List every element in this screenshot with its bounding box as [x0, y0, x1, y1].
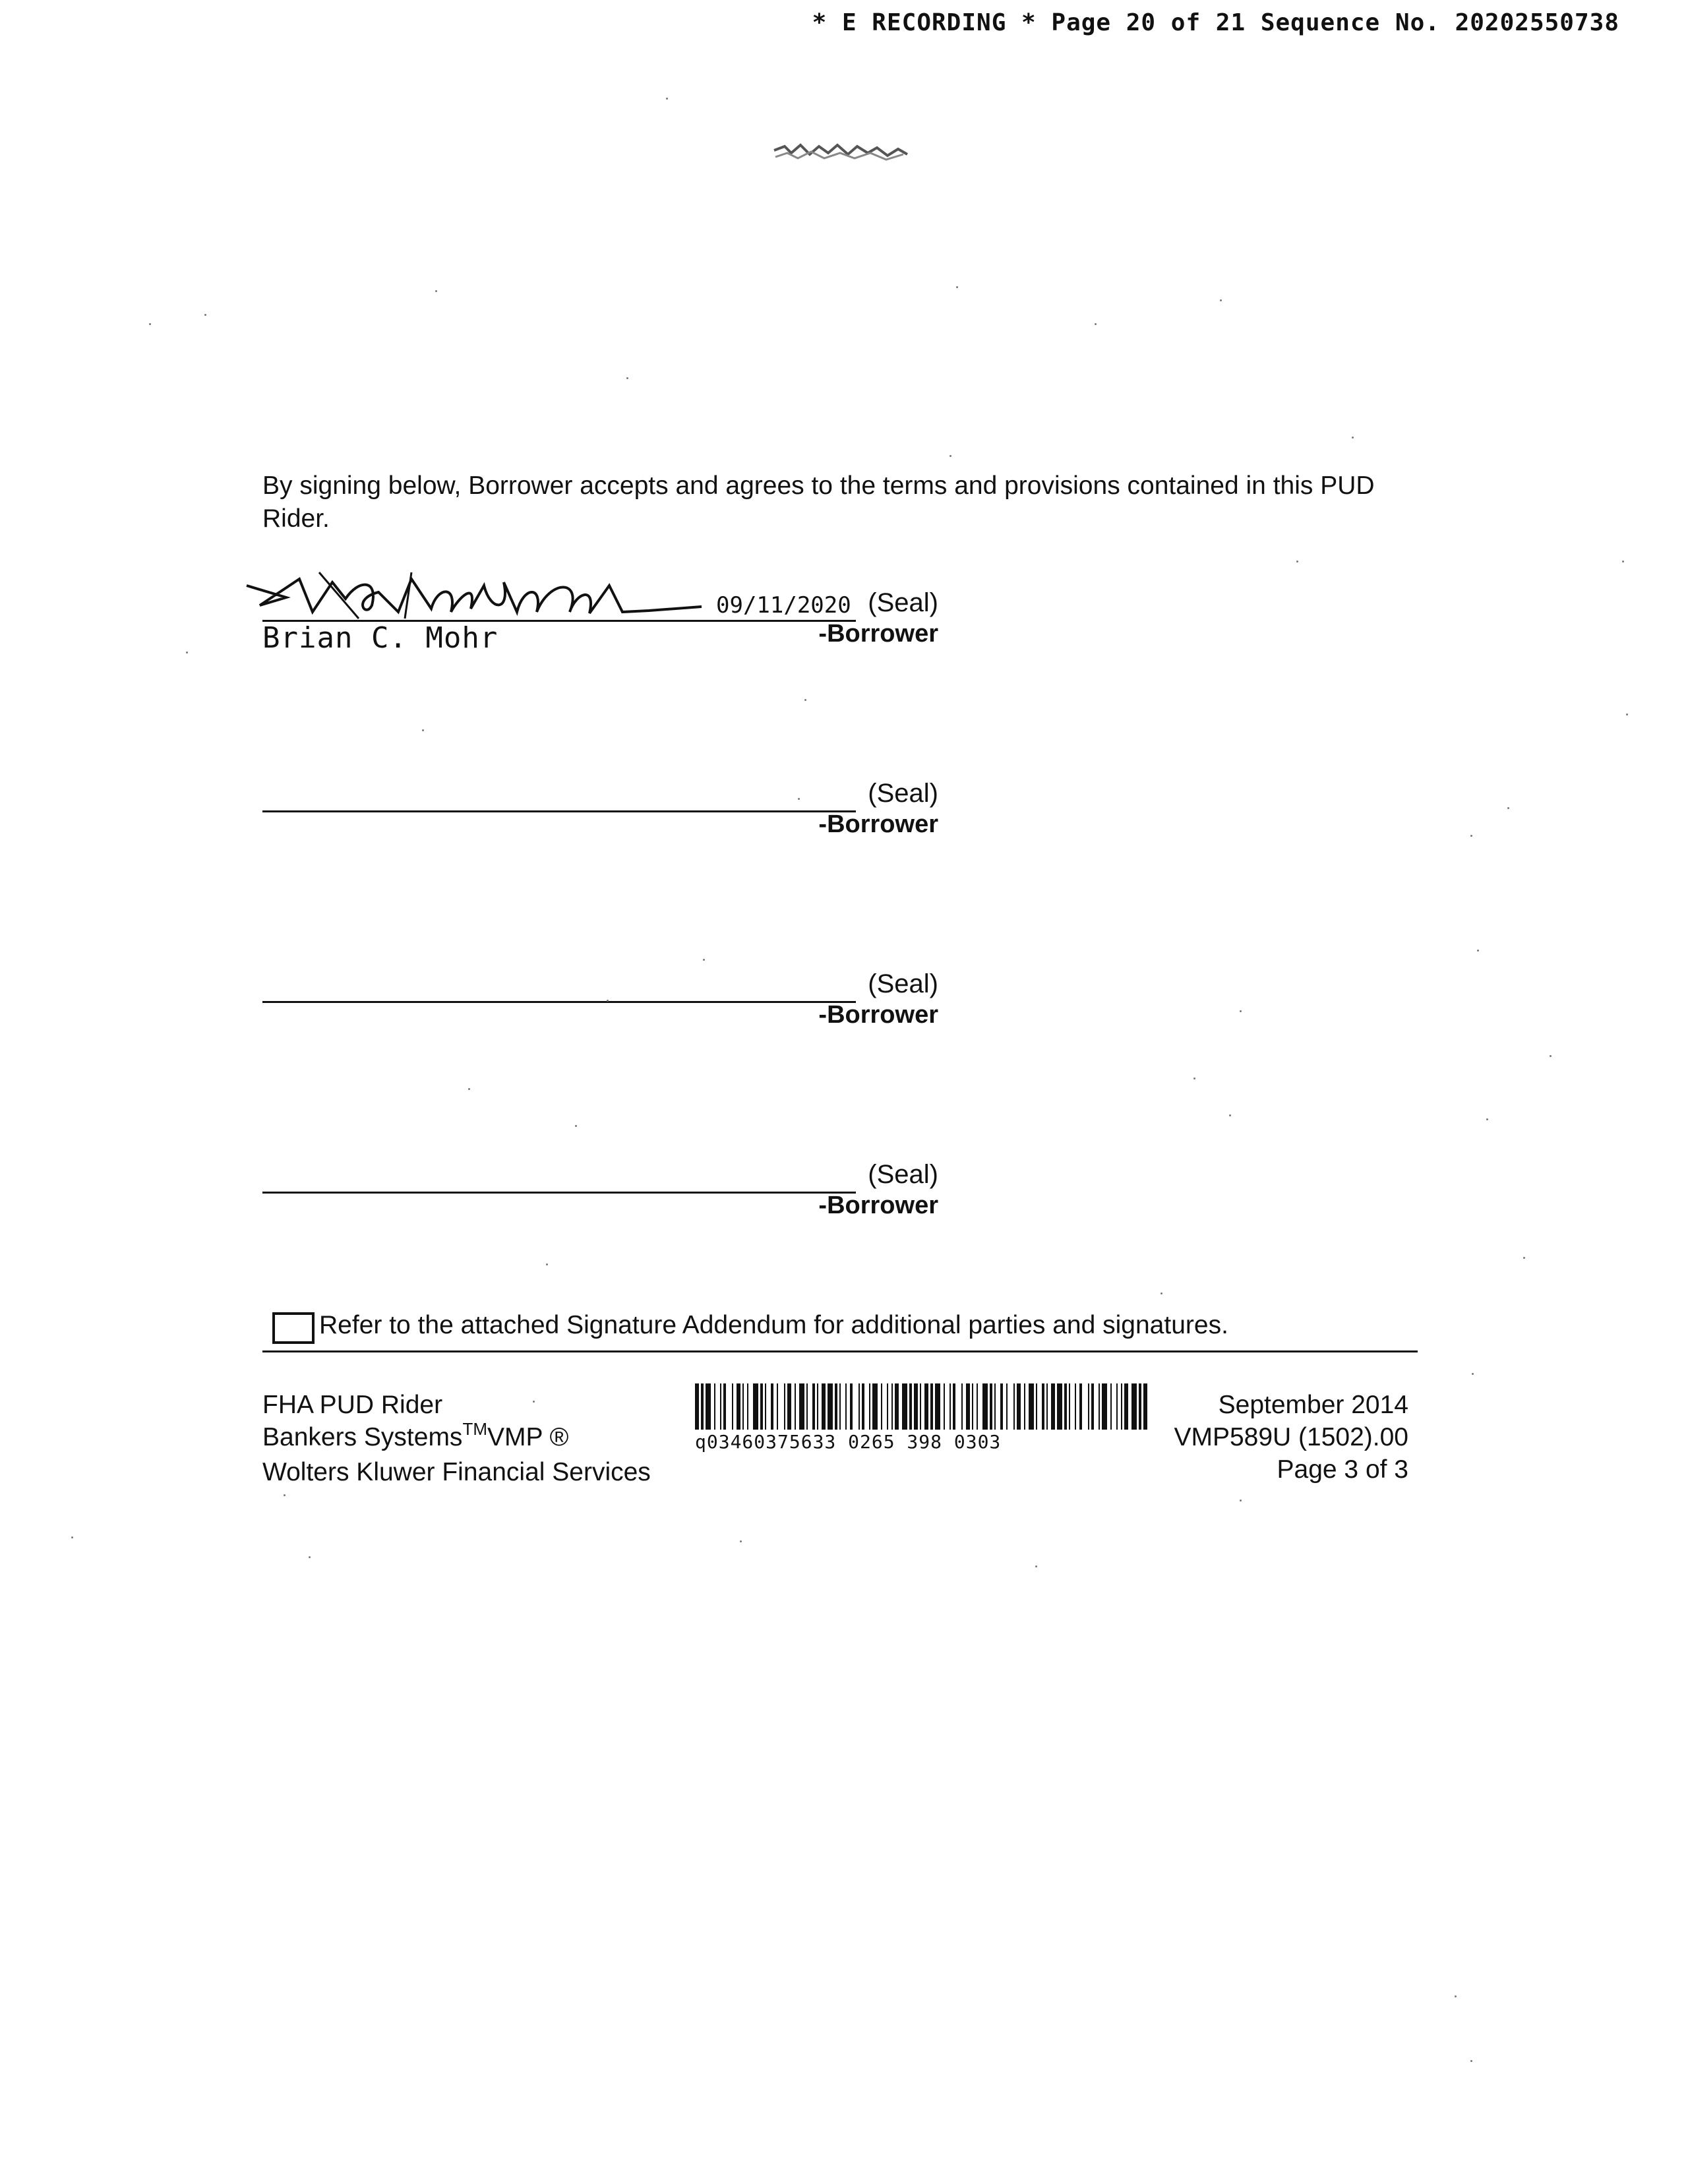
barcode-bar	[977, 1383, 978, 1430]
scan-speck	[1193, 1077, 1195, 1079]
scan-speck	[468, 1088, 470, 1090]
scan-speck	[703, 959, 705, 961]
barcode-bar	[695, 1383, 699, 1430]
barcode-bar	[982, 1383, 988, 1430]
scan-speck	[435, 290, 437, 292]
scan-speck	[1095, 323, 1097, 325]
barcode-bar	[795, 1383, 796, 1430]
recording-header: * E RECORDING * Page 20 of 21 Sequence No. 20202550738	[812, 9, 1619, 36]
scan-speck	[204, 314, 206, 316]
barcode-bar	[862, 1383, 864, 1430]
barcode-bar	[753, 1383, 758, 1430]
barcode-bar	[1000, 1383, 1003, 1430]
scan-speck	[546, 1263, 548, 1265]
scan-speck	[1240, 1500, 1242, 1502]
barcode-bar	[920, 1383, 921, 1430]
barcode-bar	[1057, 1383, 1062, 1430]
barcode-bar	[887, 1383, 888, 1430]
barcode-bar	[1042, 1383, 1044, 1430]
barcode-bar	[1046, 1383, 1048, 1430]
barcode-bar	[799, 1383, 804, 1430]
scan-speck	[1486, 1118, 1488, 1120]
signature-addendum-checkbox[interactable]	[272, 1312, 315, 1344]
barcode-bar	[784, 1383, 785, 1430]
barcode-bar	[742, 1383, 744, 1430]
barcode-bar	[1075, 1383, 1076, 1430]
scan-speck	[1296, 561, 1298, 562]
publisher-name: Bankers Systems	[262, 1423, 463, 1451]
scan-speck	[1477, 950, 1479, 952]
barcode-bar	[891, 1383, 893, 1430]
barcode-bar	[1131, 1383, 1137, 1430]
seal-label: (Seal)	[868, 1160, 938, 1189]
publisher-line	[262, 1421, 651, 1456]
barcode-bar	[961, 1383, 963, 1430]
barcode-bar	[850, 1383, 853, 1430]
barcode-bar	[760, 1383, 763, 1430]
illegible-stamp-mark	[771, 138, 910, 165]
barcode-bar	[914, 1383, 918, 1430]
barcode-bar	[1088, 1383, 1089, 1430]
barcode-bar	[723, 1383, 726, 1430]
barcode-bar	[1064, 1383, 1067, 1430]
scan-speck	[666, 98, 668, 100]
barcode-bar	[859, 1383, 860, 1430]
barcode-bar	[1116, 1383, 1118, 1430]
barcode-bar	[869, 1383, 870, 1430]
barcode-bar	[839, 1383, 841, 1430]
barcode-bar	[944, 1383, 945, 1430]
scan-speck	[533, 1401, 535, 1403]
scan-speck	[71, 1536, 73, 1538]
barcode-bar	[812, 1383, 815, 1430]
barcode-bar	[1013, 1383, 1015, 1430]
barcode-bar	[817, 1383, 818, 1430]
trademark-mark: TM	[462, 1419, 487, 1439]
barcode-bar	[732, 1383, 733, 1430]
barcode-bar	[950, 1383, 951, 1430]
scan-speck	[1229, 1114, 1231, 1116]
barcode-bar	[872, 1383, 878, 1430]
barcode-bar	[1124, 1383, 1128, 1430]
barcode-bar	[1143, 1383, 1147, 1430]
signature-block-2	[262, 776, 938, 842]
footer-form-meta	[1174, 1389, 1408, 1486]
barcode-bar	[1139, 1383, 1141, 1430]
scan-speck	[1626, 713, 1628, 715]
scan-speck	[626, 377, 628, 379]
scan-speck	[1352, 437, 1354, 439]
signature-addendum-note: Refer to the attached Signature Addendum for additional parties and signatures.	[319, 1311, 1228, 1339]
barcode-bar	[1006, 1383, 1008, 1430]
scan-speck	[1523, 1257, 1525, 1259]
barcode-bar	[777, 1383, 778, 1430]
page-number: Page 3 of 3	[1277, 1455, 1408, 1484]
barcode-bar	[1029, 1383, 1034, 1430]
company-name: Wolters Kluwer Financial Services	[262, 1458, 651, 1486]
scan-speck	[186, 652, 188, 653]
scan-speck	[1220, 299, 1222, 301]
barcode-bar	[806, 1383, 808, 1430]
scan-speck	[284, 1494, 286, 1496]
borrower-label: -Borrower	[818, 620, 938, 648]
scan-speck	[1472, 1373, 1474, 1375]
barcode-bar	[1099, 1383, 1100, 1430]
barcode-bar	[787, 1383, 791, 1430]
barcode-bar	[1017, 1383, 1021, 1430]
scan-speck	[740, 1540, 742, 1542]
barcode-bar	[924, 1383, 928, 1430]
form-code: VMP589U (1502).00	[1174, 1423, 1408, 1451]
barcode-bar	[720, 1383, 721, 1430]
barcode-bar	[822, 1383, 826, 1430]
signature-block-1	[262, 586, 938, 655]
barcode-bar	[706, 1383, 711, 1430]
scan-speck	[1470, 835, 1472, 837]
signer-name: Brian C. Mohr	[262, 621, 498, 655]
scan-speck	[804, 699, 806, 701]
scan-speck	[950, 455, 951, 457]
form-date: September 2014	[1218, 1391, 1408, 1419]
scan-speck	[1470, 2060, 1472, 2062]
barcode-bar	[895, 1383, 899, 1430]
acceptance-statement: By signing below, Borrower accepts and agrees to the terms and provisions contained in this PUD Rider.	[262, 471, 1375, 533]
barcode-bar	[1069, 1383, 1070, 1430]
scan-speck	[575, 1125, 577, 1127]
barcode-bar	[990, 1383, 992, 1430]
scan-speck	[1550, 1055, 1552, 1057]
signature-line-4	[262, 1192, 856, 1194]
barcode-bar	[972, 1383, 973, 1430]
barcode-bar	[994, 1383, 996, 1430]
barcode-bar	[828, 1383, 833, 1430]
barcode-bar	[701, 1383, 704, 1430]
barcode-bar	[765, 1383, 766, 1430]
barcode-bar	[747, 1383, 748, 1430]
seal-label: (Seal)	[868, 969, 938, 998]
scan-speck	[607, 1000, 609, 1002]
borrower-label: -Borrower	[818, 1192, 938, 1219]
scan-speck	[309, 1556, 311, 1558]
footer-form-info	[262, 1389, 651, 1488]
barcode-bar	[1079, 1383, 1082, 1430]
barcode-bar	[909, 1383, 912, 1430]
signature-block-4	[262, 1157, 938, 1223]
borrower-label: -Borrower	[818, 810, 938, 838]
scan-speck	[1455, 1995, 1457, 1997]
barcode-bar	[902, 1383, 907, 1430]
borrower-label: -Borrower	[818, 1001, 938, 1029]
scan-speck	[1240, 1010, 1242, 1012]
barcode-bar	[930, 1383, 933, 1430]
barcode-bar	[835, 1383, 837, 1430]
barcode-number: q03460375633 0265 398 0303	[695, 1431, 1002, 1453]
scan-speck	[422, 729, 424, 731]
scan-speck	[149, 323, 151, 325]
barcode-bar	[881, 1383, 882, 1430]
signature-line-2	[262, 810, 856, 812]
scan-speck	[1035, 1565, 1037, 1567]
barcode-bar	[1110, 1383, 1112, 1430]
footer-divider	[262, 1350, 1418, 1352]
form-barcode	[695, 1383, 1147, 1430]
signature-block-3	[262, 967, 938, 1033]
barcode-bar	[935, 1383, 940, 1430]
barcode-bar	[966, 1383, 970, 1430]
barcode-bar	[845, 1383, 847, 1430]
scan-speck	[1160, 1292, 1162, 1294]
barcode-bar	[1121, 1383, 1122, 1430]
signature-date: 09/11/2020	[716, 592, 851, 619]
scan-speck	[1507, 807, 1509, 809]
barcode-bar	[737, 1383, 740, 1430]
barcode-bar	[771, 1383, 773, 1430]
form-name: FHA PUD Rider	[262, 1391, 443, 1419]
scan-speck	[956, 286, 958, 288]
scan-speck	[798, 798, 800, 800]
publisher-brand: VMP ®	[487, 1423, 569, 1451]
signature-line-3	[262, 1001, 856, 1003]
barcode-bar	[953, 1383, 955, 1430]
barcode-bar	[1091, 1383, 1094, 1430]
seal-label: (Seal)	[868, 779, 938, 808]
barcode-bar	[1024, 1383, 1025, 1430]
seal-label: (Seal)	[868, 588, 938, 617]
scan-speck	[1622, 561, 1624, 562]
barcode-bar	[1102, 1383, 1107, 1430]
barcode-bar	[1051, 1383, 1055, 1430]
barcode-bar	[714, 1383, 715, 1430]
barcode-bar	[1036, 1383, 1037, 1430]
